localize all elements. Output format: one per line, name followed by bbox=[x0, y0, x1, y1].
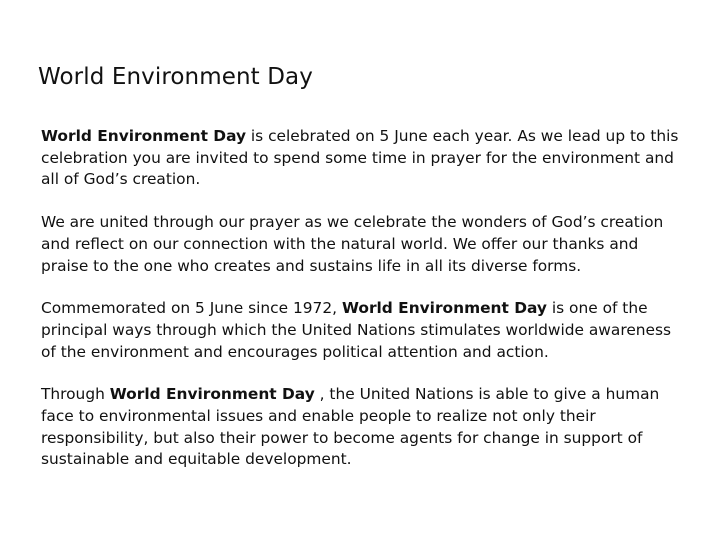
slide-body bbox=[41, 126, 681, 492]
paragraph-4-text-2: , the United Nations is able to give a human face to environmental issues and enable people to realize not only their responsibility, but also their power to become agents for change in support of sustainable and equitable development. bbox=[41, 385, 660, 469]
paragraph-3-bold-1: World Environment Day bbox=[341, 299, 547, 318]
paragraph-3-text-2: is one of the principal ways through which the United Nations stimulates worldwide awareness of the environment and encourages political attention and action. bbox=[41, 299, 672, 361]
paragraph-1-text-1: is celebrated on 5 June each year. As we lead up to this celebration you are invited to spend some time in prayer for the environment and all of God’s creation. bbox=[41, 127, 679, 189]
paragraph-4 bbox=[41, 384, 681, 471]
paragraph-3 bbox=[41, 298, 681, 363]
slide-title: World Environment Day bbox=[38, 64, 313, 90]
paragraph-4-text-1: Through bbox=[41, 385, 110, 404]
paragraph-2 bbox=[41, 212, 681, 277]
paragraph-1 bbox=[41, 126, 681, 191]
paragraph-3-text-1: Commemorated on 5 June since 1972, bbox=[41, 299, 342, 318]
paragraph-1-bold-1: World Environment Day bbox=[41, 127, 247, 145]
paragraph-4-bold-1: World Environment Day bbox=[109, 385, 315, 404]
paragraph-2-text-1: We are united through our prayer as we celebrate the wonders of God’s creation and reflect on our connection with the natural world. We offer our thanks and praise to the one who creates and sustains life in all its diverse forms. bbox=[41, 213, 664, 275]
